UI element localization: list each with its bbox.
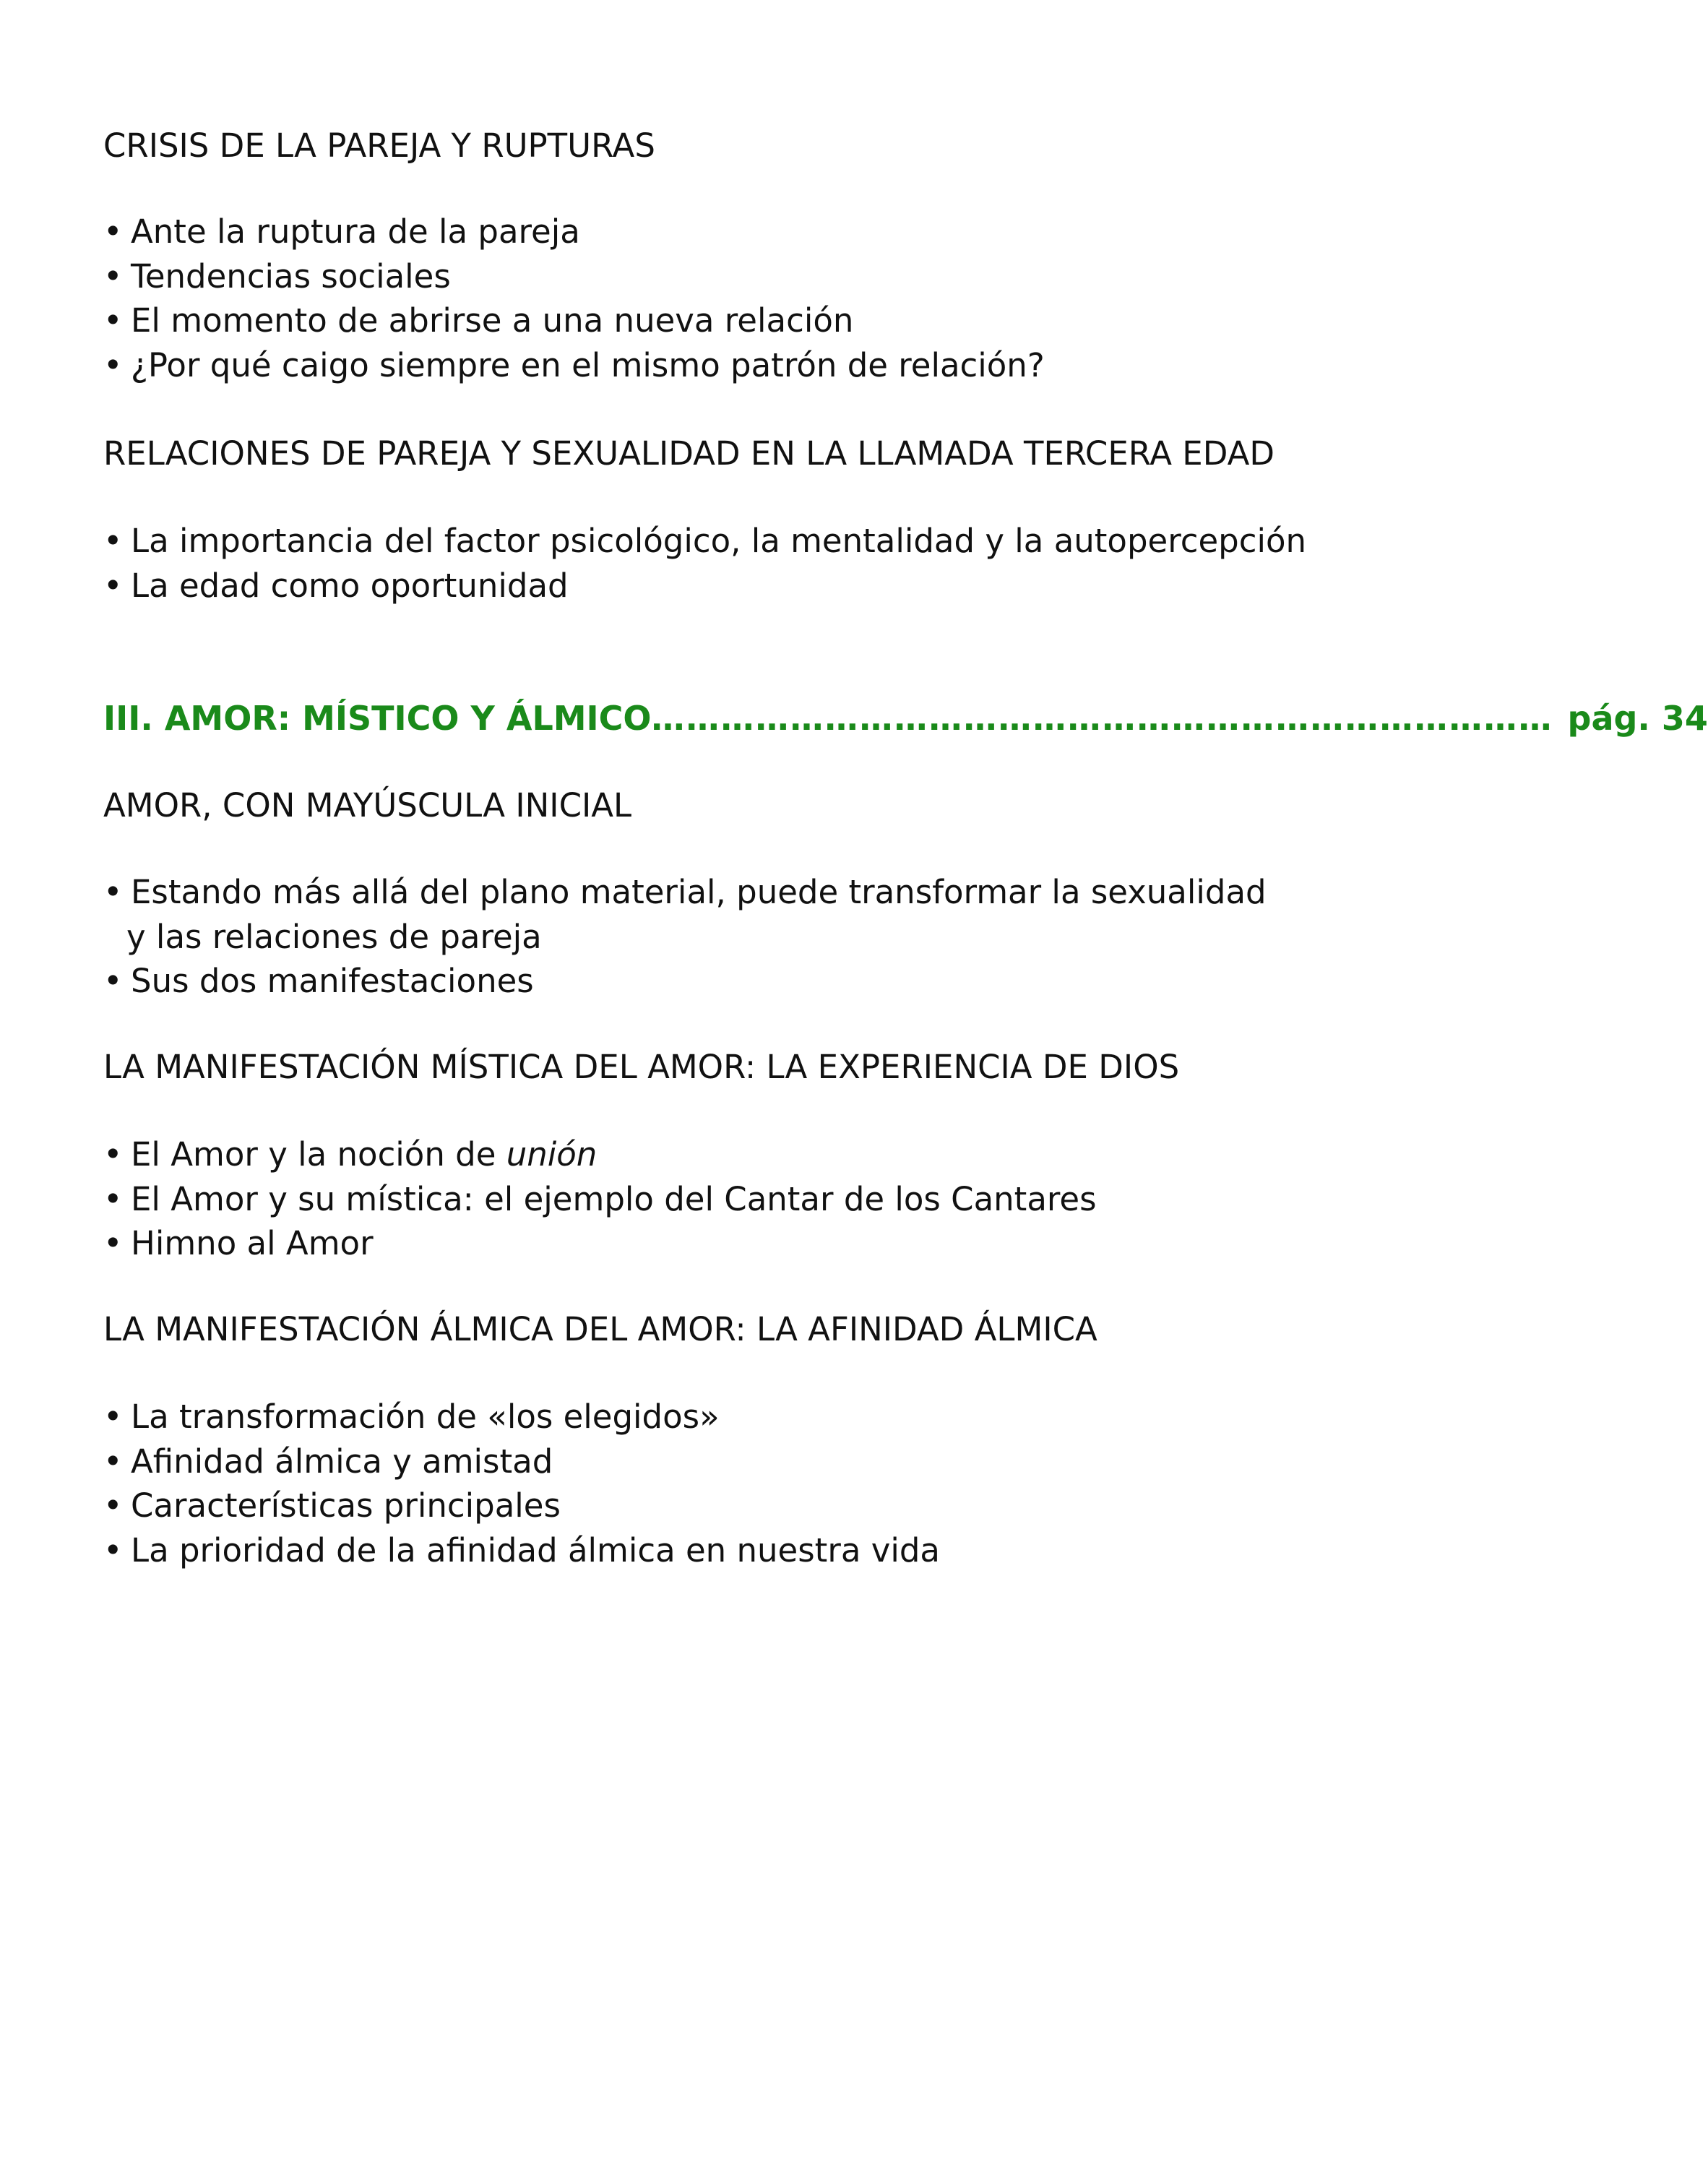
list-item: • El momento de abrirse a una nueva relación <box>103 301 854 340</box>
emphasis-union: unión <box>506 1135 598 1174</box>
list-item: • Tendencias sociales <box>103 257 451 296</box>
section-heading-crisis: CRISIS DE LA PAREJA Y RUPTURAS <box>103 126 655 165</box>
chapter-title: III. AMOR: MÍSTICO Y ÁLMICO <box>103 699 652 738</box>
bullet-list-almica <box>103 1395 940 1572</box>
bullet-list-mistica <box>103 1132 1097 1266</box>
section-heading-amor-mayuscula: AMOR, CON MAYÚSCULA INICIAL <box>103 786 632 824</box>
list-item: • Sus dos manifestaciones <box>103 962 534 1000</box>
list-item: • ¿Por qué caigo siempre en el mismo patrón de relación? <box>103 345 1045 384</box>
chapter-page-ref: pág. 34 <box>1567 699 1708 738</box>
bullet-list-crisis <box>103 210 1045 387</box>
bullet-list-amor-mayuscula <box>103 870 1267 1004</box>
list-item: • La transformación de «los elegidos» <box>103 1398 720 1436</box>
section-heading-tercera-edad: RELACIONES DE PAREJA Y SEXUALIDAD EN LA LLAMADA TERCERA EDAD <box>103 434 1275 473</box>
bullet-list-tercera-edad <box>103 519 1306 608</box>
list-item: • El Amor y su mística: el ejemplo del Cantar de los Cantares <box>103 1179 1097 1218</box>
list-item: • Ante la ruptura de la pareja <box>103 212 580 251</box>
section-heading-almica: LA MANIFESTACIÓN ÁLMICA DEL AMOR: LA AFINIDAD ÁLMICA <box>103 1310 1097 1348</box>
list-item: • Estando más allá del plano material, puede transformar la sexualidad y las relaciones de pareja <box>103 873 1267 956</box>
list-item: • El Amor y la noción de unión <box>103 1135 598 1174</box>
list-item: • La edad como oportunidad <box>103 566 569 605</box>
list-item: • La importancia del factor psicológico, la mentalidad y la autopercepción <box>103 522 1307 560</box>
list-item: • La prioridad de la afinidad álmica en nuestra vida <box>103 1530 940 1570</box>
chapter-heading[interactable] <box>103 697 1708 740</box>
leader-dots: …………………………………………………………………… <box>651 699 1553 738</box>
section-heading-mistica: LA MANIFESTACIÓN MÍSTICA DEL AMOR: LA EXPERIENCIA DE DIOS <box>103 1048 1180 1086</box>
list-item: • Afinidad álmica y amistad <box>103 1442 553 1481</box>
list-item: • Características principales <box>103 1486 561 1525</box>
list-item: • Himno al Amor <box>103 1224 374 1262</box>
